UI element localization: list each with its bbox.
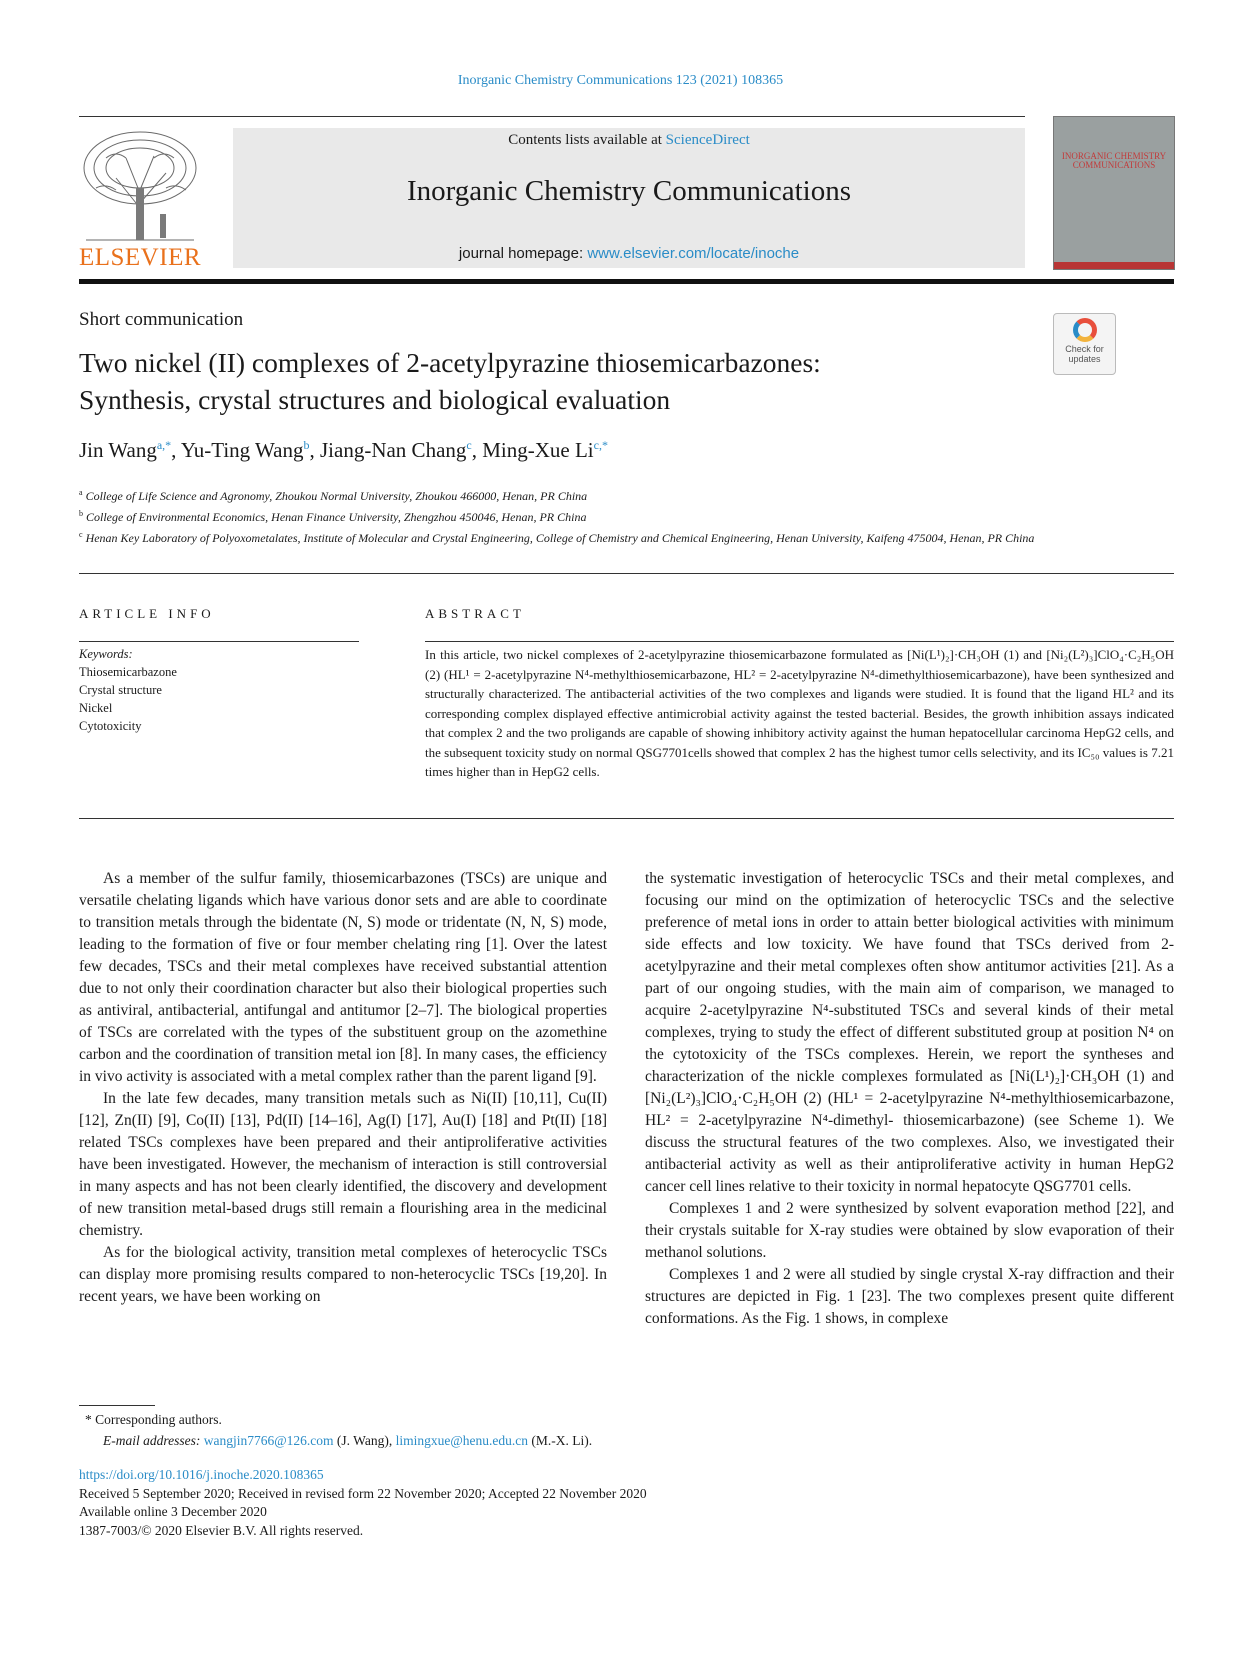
author-affil-marker[interactable]: c,* <box>593 438 608 452</box>
article-title <box>79 344 979 418</box>
divider <box>79 573 1174 574</box>
author-affil-marker[interactable]: c <box>466 438 472 452</box>
email-link[interactable]: wangjin7766@126.com <box>203 1433 334 1448</box>
email-label: E-mail addresses: <box>103 1433 201 1448</box>
homepage-line <box>233 245 1025 262</box>
body-column-left <box>79 868 607 1308</box>
body-column-right <box>645 868 1174 1330</box>
homepage-link[interactable]: www.elsevier.com/locate/inoche <box>587 245 800 262</box>
abstract-text: In this article, two nickel complexes of 2-acetylpyrazine thiosemicarbazone formulated as [Ni(L¹)₂]·CH₃OH (1) and [Ni₂(L²)₃]ClO₄·C₂H₅OH (2) (HL¹ = 2-acetylpyrazine N⁴-methylthiosemicarbazone, HL² = 2-acetylpyrazine N⁴-dimethylthiosemicarbazone), have been synthesized and structurally characterized. The antibacterial activities of the two complexes and ligands were studied. It is found that the ligand HL² and its corresponding complex displayed effective antimicrobial activity against the tested bacterial. Besides, the growth inhibition assays indicated that complex 2 and the two proligands are capable of showing inhibitory activity against the human hepatocellular carcinoma HepG2 cells, and the subsequent toxicity study on normal QSG7701cells showed that complex 2 has the highest tumor cells selectivity, and its IC₅₀ values is 7.21 times higher than in HepG2 cells. <box>425 647 1174 779</box>
cover-red-bar <box>1054 262 1174 269</box>
contents-prefix: Contents lists available at <box>508 132 666 148</box>
keywords-label: Keywords: <box>79 647 133 661</box>
author-name: Yu-Ting Wang <box>180 438 304 462</box>
publication-info <box>79 1466 647 1540</box>
keyword: Thiosemicarbazone <box>79 665 177 679</box>
journal-cover-thumbnail <box>1053 116 1175 270</box>
available-online: Available online 3 December 2020 <box>79 1504 267 1519</box>
cover-title: INORGANIC CHEMISTRY COMMUNICATIONS <box>1061 151 1167 170</box>
body-paragraph: As a member of the sulfur family, thiosemicarbazones (TSCs) are unique and versatile chelating ligands which have various donor sets and are able to coordinate to transition metals through the bidentate (N, S) mode or tridentate (N, N, S) mode, leading to the formation of five or four member chelating ring [1]. Over the latest few decades, TSCs and their metal complexes have received substantial attention due to not only their coordination character but also their biological properties such as antiviral, antibacterial, antifungal and antitumor [2–7]. The biological properties of TSCs are correlated with the types of the substituent group on the azomethine carbon and the coordination of transition metal ion [8]. In many cases, the efficiency in vivo activity is associated with a metal complex rather than the parent ligand [9]. <box>79 870 607 1085</box>
author-name: Jiang-Nan Chang <box>320 438 467 462</box>
elsevier-logo <box>76 128 204 270</box>
crossmark-label: Check for updates <box>1065 344 1104 364</box>
affiliation-item <box>79 526 1039 547</box>
author-name: Jin Wang <box>79 438 157 462</box>
footnotes <box>79 1409 592 1451</box>
email-owner: (J. Wang), <box>333 1433 396 1448</box>
affiliation-marker: a <box>79 488 83 497</box>
title-line-1: Two nickel (II) complexes of 2-acetylpyrazine thiosemicarbazones: <box>79 347 821 378</box>
article-info-heading: ARTICLE INFO <box>79 606 215 621</box>
author-affil-marker[interactable]: b <box>303 438 310 452</box>
affiliation-text: College of Life Science and Agronomy, Zhoukou Normal University, Zhoukou 466000, Henan, PR China <box>85 489 588 503</box>
crossmark-icon <box>1073 318 1097 342</box>
affiliation-text: College of Environmental Economics, Henan Finance University, Zhengzhou 450046, Henan, PR China <box>86 510 587 524</box>
sciencedirect-link[interactable]: ScienceDirect <box>665 132 750 148</box>
keyword: Nickel <box>79 701 113 715</box>
email-link[interactable]: limingxue@henu.edu.cn <box>395 1433 528 1448</box>
body-paragraph: In the late few decades, many transition metals such as Ni(II) [10,11], Cu(II) [12], Zn(II) [9], Co(II) [13], Pd(II) [14–16], Ag(I) [17], Au(I) [18] and Pt(II) [18] related TSCs complexes have been prepared and their antiproliferative activities have been investigated. However, the mechanism of interaction is still controversial in many aspects and has not been clearly identified, the discovery and development of new transition metal-based drugs still remain a flourishing area in the medicinal chemistry. <box>79 1090 607 1239</box>
affiliation-item <box>79 484 1039 505</box>
email-line <box>79 1430 592 1451</box>
article-type: Short communication <box>79 309 244 330</box>
affiliation-marker: c <box>79 530 83 539</box>
journal-name: Inorganic Chemistry Communications <box>406 175 852 207</box>
affiliation-text: Henan Key Laboratory of Polyoxometalates, Institute of Molecular and Crystal Engineering, College of Chemistry and Chemical Engineering, Henan University, Kaifeng 475004, Henan, PR China <box>85 531 1035 545</box>
body-paragraph: As for the biological activity, transition metal complexes of heterocyclic TSCs can display more promising results compared to non-heterocyclic TSCs [19,20]. In recent years, we have been working on <box>79 1244 607 1305</box>
journal-header <box>233 128 1025 268</box>
author-affil-marker[interactable]: a,* <box>156 438 172 452</box>
affiliations <box>79 484 1039 547</box>
doi-link[interactable]: https://doi.org/10.1016/j.inoche.2020.108365 <box>79 1467 324 1482</box>
divider <box>425 641 1174 642</box>
affiliation-marker: b <box>79 509 83 518</box>
top-rule <box>79 116 1025 117</box>
homepage-prefix: journal homepage: <box>458 245 588 262</box>
footnote-rule <box>79 1405 155 1406</box>
copyright: 1387-7003/© 2020 Elsevier B.V. All rights reserved. <box>79 1522 364 1538</box>
elsevier-wordmark: ELSEVIER <box>78 244 202 271</box>
journal-reference[interactable]: Inorganic Chemistry Communications 123 (2021) 108365 <box>457 73 784 88</box>
divider <box>79 818 1174 819</box>
received-dates: Received 5 September 2020; Received in revised form 22 November 2020; Accepted 22 November 2020 <box>79 1485 647 1501</box>
affiliation-item <box>79 505 1039 526</box>
elsevier-tree-icon <box>76 128 204 244</box>
divider <box>79 641 359 642</box>
body-paragraph: Complexes 1 and 2 were all studied by single crystal X-ray diffraction and their structures are depicted in Fig. 1 [23]. The two complexes present quite different conformations. As the Fig. 1 shows, in complexe <box>645 1266 1174 1327</box>
author-name: Ming-Xue Li <box>482 438 594 462</box>
author-list: Jin Wang$^{a,*}$, Yu-Ting Wang$^b$, Jiang-Nan Chang$^c$, Ming-Xue $Li^{c,*}$ <box>79 438 608 462</box>
corresponding-note: * Corresponding authors. <box>85 1412 222 1427</box>
contents-line <box>233 132 1025 149</box>
email-owner: (M.-X. Li). <box>527 1433 593 1448</box>
title-line-2: Synthesis, crystal structures and biological evaluation <box>79 384 671 415</box>
check-for-updates-badge[interactable] <box>1053 313 1116 375</box>
body-paragraph: Complexes 1 and 2 were synthesized by solvent evaporation method [22], and their crystals suitable for X-ray studies were obtained by slow evaporation of their methanol solutions. <box>645 1200 1174 1261</box>
keywords-block <box>79 645 177 735</box>
header-thick-rule <box>79 279 1174 284</box>
body-paragraph: the systematic investigation of heterocyclic TSCs and their metal complexes, and focusing our mind on the optimization of heterocyclic TSCs and the selective preference of metal ions in order to attain better biological activities with minimum side effects and low toxicity. We have found that TSCs derived from 2-acetylpyrazine and their metal complexes often show antitumor activities [21]. As a part of our ongoing studies, with the main aim of comparison, we managed to acquire 2-acetylpyrazine N⁴-substituted TSCs and several kinds of their metal complexes, trying to study the effect of different substituted group at position N⁴ on the cytotoxicity of the TSCs complexes. Herein, we report the syntheses and characterization of the nickle complexes formulated as [Ni(L¹)₂]·CH₃OH (1) and [Ni₂(L²)₃]ClO₄·C₂H₅OH (2) (HL¹ = 2-acetylpyrazine N⁴-methylthiosemicarbazone, HL² = 2-acetylpyrazine N⁴-dimethyl- thiosemicarbazone) (see Scheme 1). We discuss the structural features of the two complexes. Also, we investigated their antibacterial activity as well as their antiproliferative activity in human HepG2 cancer cell lines relative to their toxicity in normal hepatocyte QSG7701 cells. <box>645 870 1174 1195</box>
keyword: Cytotoxicity <box>79 719 142 733</box>
abstract-heading: ABSTRACT <box>425 606 525 621</box>
keyword: Crystal structure <box>79 683 162 697</box>
